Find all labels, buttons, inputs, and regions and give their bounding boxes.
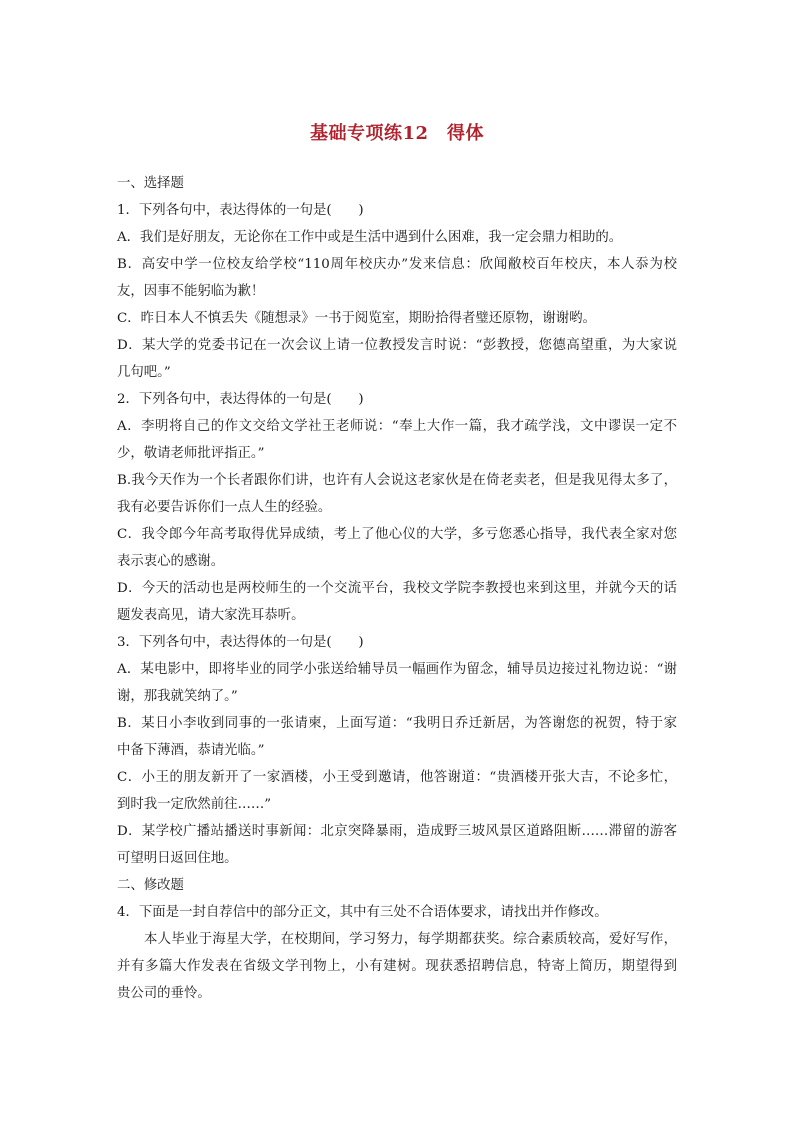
document-body [117,170,677,1007]
passage-line-2: 并有多篇大作发表在省级文学刊物上，小有建树。现获悉招聘信息，特寄上简历，期望得到 [117,959,677,974]
question-1-option-a: A．我们是好朋友，无论你在工作中或是生活中遇到什么困难，我一定会鼎力相助的。 [117,230,623,245]
question-2-option-c-line-2: 表示衷心的感谢。 [117,554,225,569]
question-3-option-d-line-2: 可望明日返回住地。 [117,851,238,866]
question-2-option-b-line-1: B.我今天作为一个长者跟你们讲，也许有人会说这老家伙是在倚老卖老，但是我见得太多了， [117,473,677,488]
question-1-option-b-line-2: 友，因事不能躬临为歉！ [117,284,265,299]
question-1-option-d-line-1: D．某大学的党委书记在一次会议上请一位教授发言时说：“彭教授，您德高望重，为大家说 [117,338,677,353]
question-3-option-a-line-2: 谢，那我就笑纳了。” [117,689,238,704]
passage-line-1: 本人毕业于海星大学，在校期间，学习努力，每学期都获奖。综合素质较高，爱好写作， [144,932,677,947]
question-3-option-a-line-1: A．某电影中，即将毕业的同学小张送给辅导员一幅画作为留念，辅导员边接过礼物边说：“谢 [117,662,677,677]
question-1-option-c: C．昨日本人不慎丢失《随想录》一书于阅览室，期盼拾得者璧还原物，谢谢哟。 [117,311,596,326]
question-2-option-a-line-2: 少，敬请老师批评指正。” [117,446,265,461]
question-2-stem: 2．下列各句中，表达得体的一句是( ) [117,392,364,407]
question-3-option-d-line-1: D．某学校广播站播送时事新闻：北京突降暴雨，造成野三坡风景区道路阻断……滞留的游客 [117,824,677,839]
question-2-option-a-line-1: A．李明将自己的作文交给文学社王老师说：“奉上大作一篇，我才疏学浅，文中谬误一定不 [117,419,677,434]
question-1-stem: 1．下列各句中，表达得体的一句是( ) [117,203,364,218]
section-heading-choice: 一、选择题 [117,176,184,191]
question-2-option-d-line-2: 题发表高见，请大家洗耳恭听。 [117,608,305,623]
question-3-option-c-line-2: 到时我一定欣然前往……” [117,797,272,812]
question-3-option-b-line-2: 中备下薄酒，恭请光临。” [117,743,265,758]
passage-line-3: 贵公司的垂怜。 [117,986,211,1001]
question-1-option-d-line-2: 几句吧。” [117,365,171,380]
question-2-option-d-line-1: D．今天的活动也是两校师生的一个交流平台，我校文学院李教授也来到这里，并就今天的话 [117,581,677,596]
section-heading-revision: 二、修改题 [117,878,184,893]
document-title: 基础专项练12 得体 [309,123,485,144]
question-1-option-b-line-1: B．高安中学一位校友给学校“110周年校庆办”发来信息：欣闻敝校百年校庆，本人忝为校 [117,257,677,272]
question-2-option-b-line-2: 我有必要告诉你们一点人生的经验。 [117,500,332,515]
question-3-option-b-line-1: B．某日小李收到同事的一张请柬，上面写道：“我明日乔迁新居，为答谢您的祝贺，特于家 [117,716,677,731]
question-4-stem: 4．下面是一封自荐信中的部分正文，其中有三处不合语体要求，请找出并作修改。 [117,905,608,920]
question-3-option-c-line-1: C．小王的朋友新开了一家酒楼，小王受到邀请，他答谢道：“贵酒楼开张大吉，不论多忙， [117,770,677,785]
question-3-stem: 3．下列各句中，表达得体的一句是( ) [117,635,364,650]
question-2-option-c-line-1: C．我令郎今年高考取得优异成绩，考上了他心仪的大学，多亏您悉心指导，我代表全家对您 [117,527,677,542]
